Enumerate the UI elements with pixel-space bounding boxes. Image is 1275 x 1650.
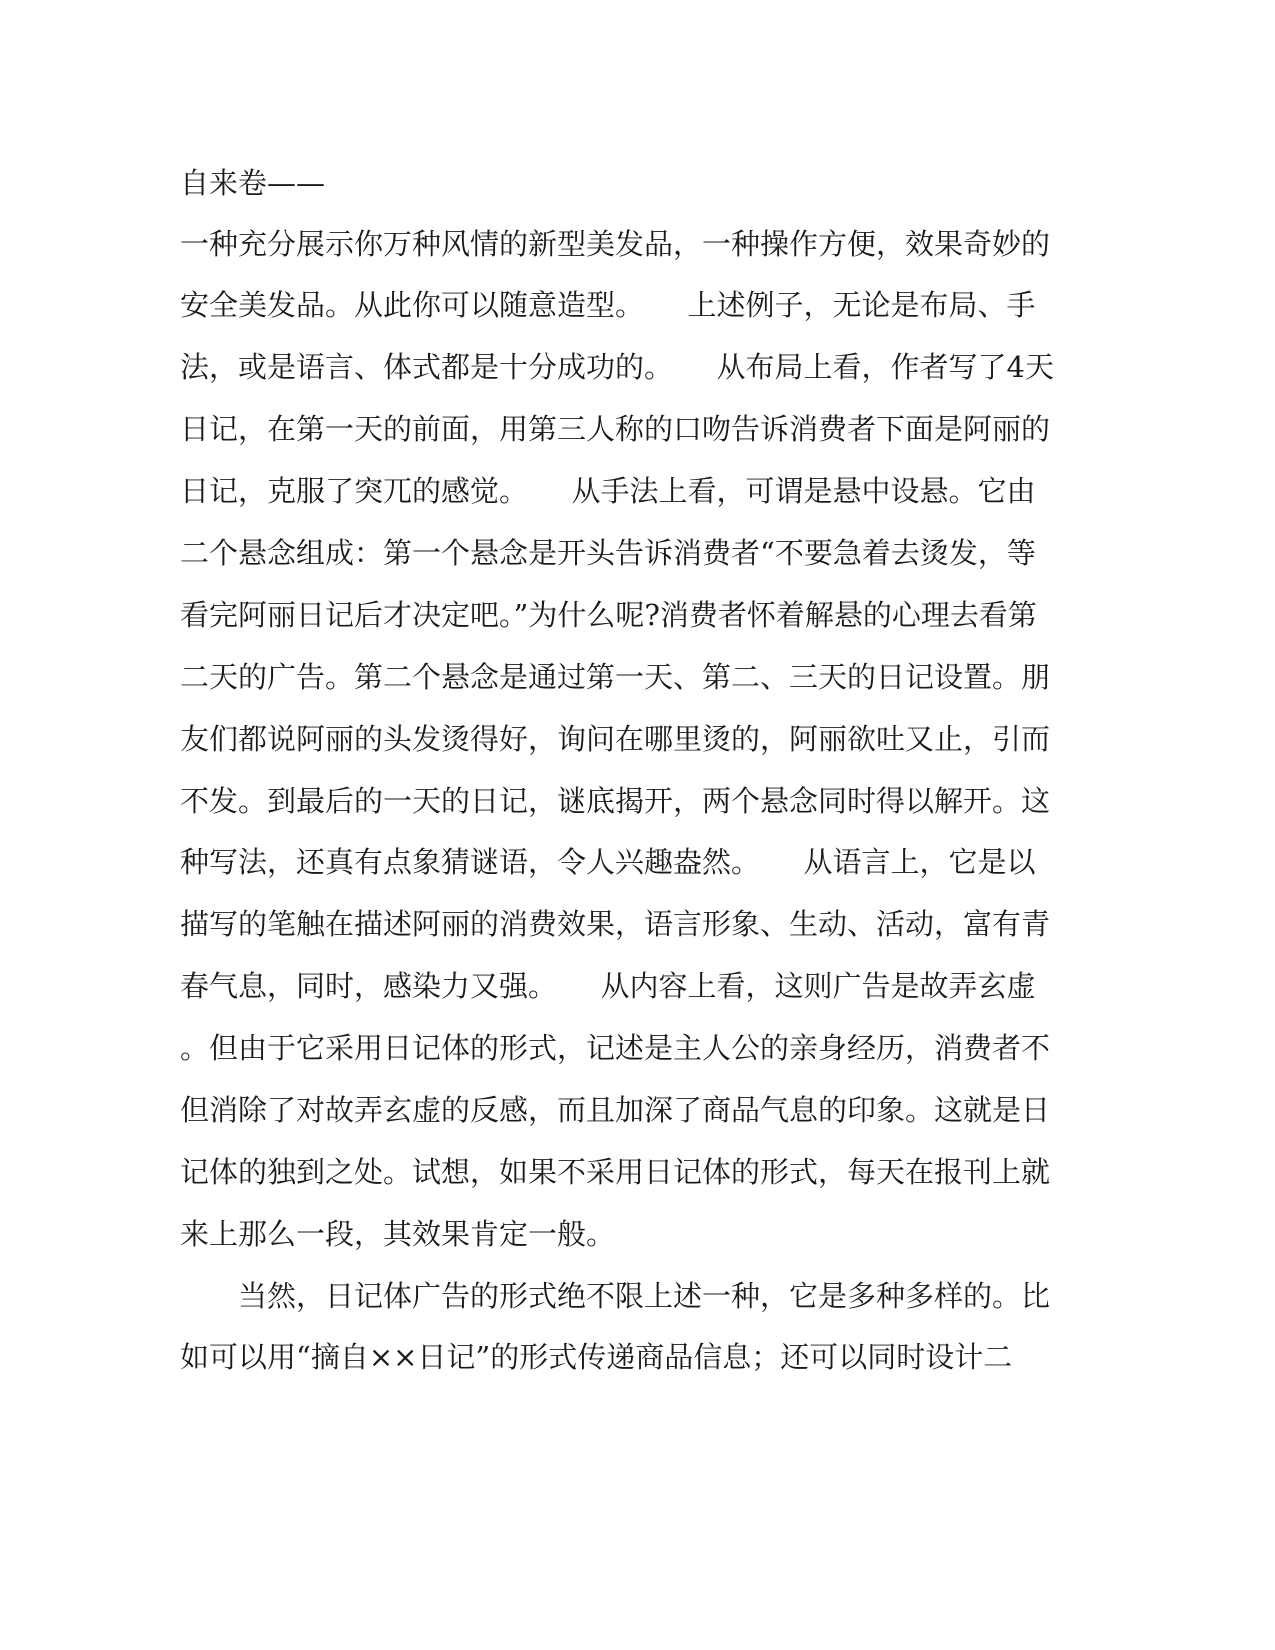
text-line: 来上那么一段，其效果肯定一般。 <box>180 1217 616 1251</box>
text-line: 记体的独到之处。试想，如果不采用日记体的形式，每天在报刊上就 <box>180 1155 1051 1189</box>
text-line: 安全美发品。从此你可以随意造型。 上述例子，无论是布局、手 <box>180 288 1036 322</box>
text-line: 友们都说阿丽的头发烫得好，询问在哪里烫的，阿丽欲吐又止，引而 <box>180 722 1051 756</box>
text-line: 如可以用“摘自××日记”的形式传递商品信息；还可以同时设计二 <box>180 1340 1013 1374</box>
text-line: 种写法，还真有点象猜谜语，令人兴趣盎然。 从语言上，它是以 <box>180 845 1036 879</box>
text-line: 法，或是语言、体式都是十分成功的。 从布局上看，作者写了4天 <box>180 350 1054 384</box>
text-line: 二个悬念组成：第一个悬念是开头告诉消费者“不要急着去烫发，等 <box>180 536 1036 570</box>
text-line: 当然，日记体广告的形式绝不限上述一种，它是多种多样的。比 <box>180 1279 1051 1313</box>
text-line: 日记，在第一天的前面，用第三人称的口吻告诉消费者下面是阿丽的 <box>180 412 1051 446</box>
text-line: 不发。到最后的一天的日记，谜底揭开，两个悬念同时得以解开。这 <box>180 784 1051 818</box>
text-line-heading: 自来卷—— <box>180 166 326 200</box>
text-line: 描写的笔触在描述阿丽的消费效果，语言形象、生动、活动，富有青 <box>180 907 1051 941</box>
text-line: 二天的广告。第二个悬念是通过第一天、第二、三天的日记设置。朋 <box>180 660 1051 694</box>
text-line: 春气息，同时，感染力又强。 从内容上看，这则广告是故弄玄虚 <box>180 969 1036 1003</box>
text-line: 一种充分展示你万种风情的新型美发品，一种操作方便，效果奇妙的 <box>180 227 1051 261</box>
text-line: 日记，克服了突兀的感觉。 从手法上看，可谓是悬中设悬。它由 <box>180 474 1036 508</box>
body-text <box>180 0 1054 1650</box>
text-line: 看完阿丽日记后才决定吧。”为什么呢?消费者怀着解悬的心理去看第 <box>180 598 1037 632</box>
text-line: 。但由于它采用日记体的形式，记述是主人公的亲身经历，消费者不 <box>180 1031 1051 1065</box>
text-line: 但消除了对故弄玄虚的反感，而且加深了商品气息的印象。这就是日 <box>180 1093 1051 1127</box>
